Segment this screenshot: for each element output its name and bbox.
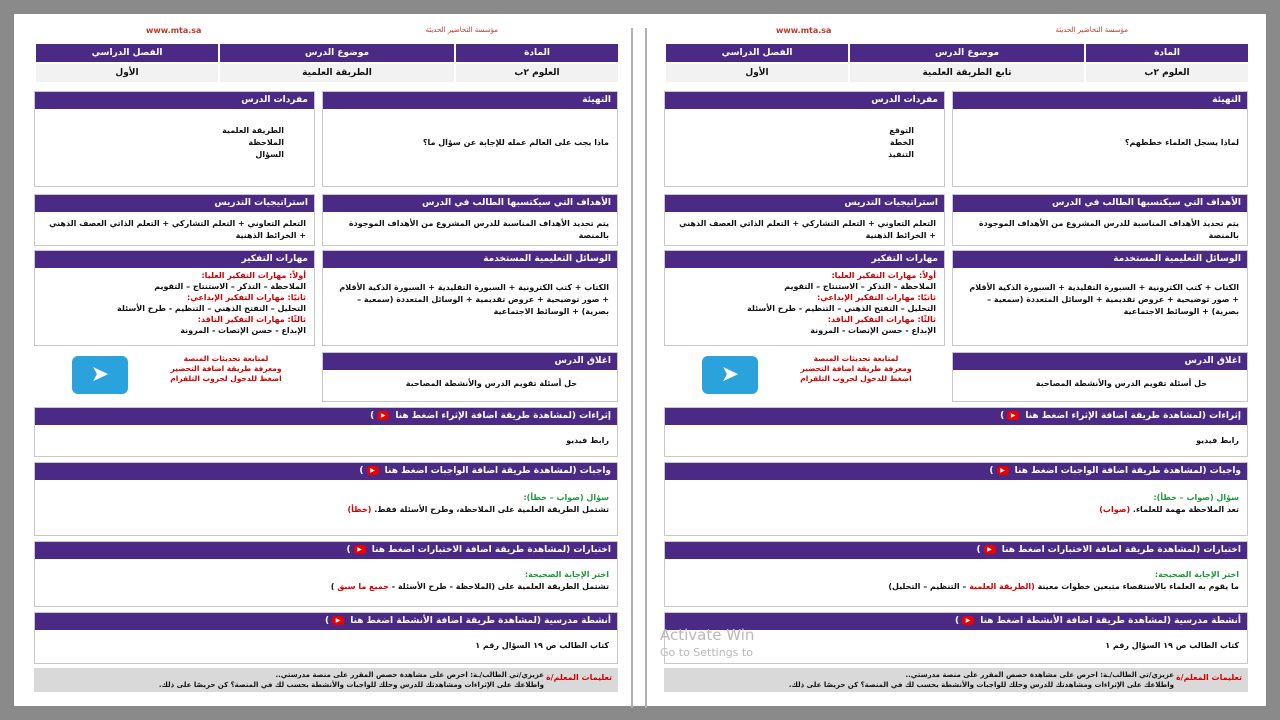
semester-value: الأول bbox=[664, 64, 848, 82]
org-name: مؤسسة التحاضير الحديثة bbox=[425, 26, 498, 34]
thinking-1-text: الملاحظة – التذكر – الاستنتاج – التقويم bbox=[784, 282, 936, 291]
semester-label: الفصل الدراسي bbox=[664, 44, 848, 62]
youtube-icon[interactable]: ▶ bbox=[1007, 411, 1019, 420]
thinking-1-text: الملاحظة – التذكر – الاستنتاج – التقويم bbox=[154, 282, 306, 291]
thinking-2-text: التحليل – التفتح الذهني – التنظيم - طرح الأسئلة bbox=[747, 304, 936, 313]
tamheed-box bbox=[952, 91, 1248, 187]
youtube-icon[interactable]: ▶ bbox=[997, 466, 1009, 475]
enrich-section bbox=[34, 407, 618, 457]
thinking-1-title: أولاً: مهارات التفكير العليا: bbox=[831, 271, 936, 280]
goals-text: يتم تحديد الأهداف المناسبة للدرس المشروع من الأهداف الموجودة بالمنصة bbox=[978, 219, 1239, 240]
topic-value: تابع الطريقة العلمية bbox=[848, 64, 1084, 82]
enrich-text: رابط فيديو bbox=[566, 436, 609, 445]
tests-heading bbox=[665, 542, 1247, 559]
tests-q-label: اختر الإجابة الصحيحة: bbox=[524, 570, 609, 579]
youtube-icon[interactable]: ▶ bbox=[367, 466, 379, 475]
tamheed-heading: التهيئة bbox=[323, 92, 617, 109]
tools-box bbox=[952, 250, 1248, 346]
sheet-top-header bbox=[34, 26, 618, 38]
youtube-icon[interactable]: ▶ bbox=[377, 411, 389, 420]
vocab-item: السؤال bbox=[255, 150, 284, 159]
enrich-section bbox=[664, 407, 1248, 457]
telegram-icon[interactable]: ➤ bbox=[72, 356, 128, 394]
strategies-heading: استراتيجيات التدريس bbox=[665, 195, 944, 212]
thinking-heading: مهارات التفكير bbox=[35, 251, 314, 268]
tests-rest: ) bbox=[330, 582, 335, 591]
closing-box bbox=[952, 352, 1248, 402]
tests-link[interactable]: (لمشاهدة طريقة اضافة الاختبارات اضغط هنا bbox=[371, 545, 571, 555]
activation-watermark-sub: Go to Settings to bbox=[660, 646, 753, 659]
activities-heading bbox=[35, 613, 617, 630]
lesson-sheet-2 bbox=[34, 26, 618, 702]
topic-value: الطريقة العلمية bbox=[218, 64, 454, 82]
strategies-box bbox=[664, 194, 945, 246]
tests-title: اختبارات bbox=[1203, 545, 1241, 555]
teacher-notes-label: تعليمات المعلم/ة bbox=[545, 673, 612, 682]
subject-label: المادة bbox=[454, 44, 618, 62]
footer-line: واطلاعك على الإثراءات ومشاهدتك للدرس وحلك للواجبات والأنشطة بحسب لك في المنصة؟ كن حريصًا على ذلك. bbox=[788, 681, 1174, 689]
subject-value: العلوم ٢ب bbox=[454, 64, 618, 82]
tests-q-label: اختر الإجابة الصحيحة: bbox=[1154, 570, 1239, 579]
thinking-box bbox=[34, 250, 315, 346]
tamheed-text: لماذا يسجل العلماء خططهم؟ bbox=[1124, 138, 1239, 147]
tests-text: تشتمل الطريقة العلمية على (الملاحظة - طرح الأسئلة - bbox=[391, 582, 609, 591]
goals-box bbox=[952, 194, 1248, 246]
close-paren: ) bbox=[359, 466, 364, 476]
enrich-title: إثراءات bbox=[579, 411, 611, 421]
telegram-icon[interactable]: ➤ bbox=[702, 356, 758, 394]
site-url[interactable]: www.mta.sa bbox=[776, 26, 832, 35]
org-name: مؤسسة التحاضير الحديثة bbox=[1055, 26, 1128, 34]
page-spine bbox=[645, 28, 647, 708]
thinking-1-title: أولاً: مهارات التفكير العليا: bbox=[201, 271, 306, 280]
tamheed-box bbox=[322, 91, 618, 187]
enrich-heading bbox=[35, 408, 617, 425]
closing-text: حل أسئلة تقويم الدرس والأنشطة المصاحبة bbox=[405, 379, 577, 388]
close-paren: ) bbox=[989, 466, 994, 476]
site-url[interactable]: www.mta.sa bbox=[146, 26, 202, 35]
vocab-item: الطريقة العلمية bbox=[222, 126, 284, 135]
close-paren: ) bbox=[1000, 411, 1005, 421]
thinking-2-text: التحليل – التفتح الذهني – التنظيم - طرح الأسئلة bbox=[117, 304, 306, 313]
homework-q-label: سؤال (صواب – خطأ): bbox=[1153, 493, 1239, 502]
teacher-notes-footer bbox=[34, 668, 618, 692]
vocab-item: التنفيذ bbox=[888, 150, 914, 159]
goals-heading: الأهداف التي سيكتسبها الطالب في الدرس bbox=[323, 195, 617, 212]
lesson-sheet-1 bbox=[660, 26, 1248, 702]
close-paren: ) bbox=[976, 545, 981, 555]
promo-line: اضغط للدخول لجروب التلقرام bbox=[170, 374, 282, 383]
enrich-link[interactable]: (لمشاهدة طريقة اضافة الإثراء اضغط هنا bbox=[395, 411, 576, 421]
closing-text: حل أسئلة تقويم الدرس والأنشطة المصاحبة bbox=[1035, 379, 1207, 388]
homework-answer: (صواب) bbox=[1099, 505, 1131, 514]
semester-label: الفصل الدراسي bbox=[34, 44, 218, 62]
goals-text: يتم تحديد الأهداف المناسبة للدرس المشروع من الأهداف الموجودة بالمنصة bbox=[348, 219, 609, 240]
topic-label: موضوع الدرس bbox=[848, 44, 1084, 62]
homework-title: واجبات bbox=[1209, 466, 1241, 476]
homework-link[interactable]: (لمشاهدة طريقة اضافة الواجبات اضغط هنا bbox=[1014, 466, 1207, 476]
tools-heading: الوسائل التعليمية المستخدمة bbox=[953, 251, 1247, 268]
footer-line: عزيزي/تي الطالب/ـة: احرص على مشاهدة حصص المقرر على منصة مدرستي.. bbox=[275, 671, 544, 679]
header-values-row bbox=[664, 64, 1248, 82]
header-labels-row bbox=[664, 44, 1248, 62]
thinking-box bbox=[664, 250, 945, 346]
goals-box bbox=[322, 194, 618, 246]
strategies-text: التعلم التعاوني + التعلم التشاركي + التعلم الذاتي العصف الذهني + الخرائط الذهنية bbox=[679, 219, 936, 240]
teacher-notes-label: تعليمات المعلم/ة bbox=[1175, 673, 1242, 682]
header-values-row bbox=[34, 64, 618, 82]
page-spine bbox=[631, 28, 633, 708]
close-paren: ) bbox=[954, 616, 960, 626]
homework-q-label: سؤال (صواب – خطأ): bbox=[523, 493, 609, 502]
header-labels-row bbox=[34, 44, 618, 62]
thinking-3-title: ثالثًا: مهارات التفكير الناقد: bbox=[197, 315, 306, 324]
thinking-2-title: ثانيًا: مهارات التفكير الإبداعي: bbox=[817, 293, 936, 302]
tools-text: الكتاب + كتب الكترونية + السبورة التقليدية + السبورة الذكية الأقلام + صور توضيحية + عروض تقديمية + الوسائل المتعددة (سمعية – بصرية) + الوسائط الاجتماعية bbox=[339, 283, 609, 316]
vocab-item: الخطة bbox=[889, 138, 914, 147]
tests-section bbox=[664, 541, 1248, 607]
activities-link[interactable]: (لمشاهدة طريقة اضافة الأنشطة اضغط هنا bbox=[350, 616, 541, 626]
tests-title: اختبارات bbox=[573, 545, 611, 555]
slide-frame bbox=[14, 14, 1266, 706]
telegram-promo[interactable] bbox=[156, 354, 296, 384]
semester-value: الأول bbox=[34, 64, 218, 82]
closing-heading: اغلاق الدرس bbox=[323, 353, 617, 370]
strategies-heading: استراتيجيات التدريس bbox=[35, 195, 314, 212]
activities-link[interactable]: (لمشاهدة طريقة اضافة الأنشطة اضغط هنا bbox=[980, 616, 1171, 626]
homework-text: تعد الملاحظة مهمة للعلماء. bbox=[1132, 505, 1239, 514]
tests-answer: جميع ما سبق bbox=[337, 582, 389, 591]
thinking-3-title: ثالثًا: مهارات التفكير الناقد: bbox=[827, 315, 936, 324]
promo-line: ومعرفة طريقة اضافة التحضير bbox=[170, 364, 282, 373]
subject-label: المادة bbox=[1084, 44, 1248, 62]
tamheed-text: ماذا يجب على العالم عمله للإجابة عن سؤال ما؟ bbox=[422, 138, 609, 147]
teacher-notes-footer bbox=[664, 668, 1248, 692]
activities-section bbox=[34, 612, 618, 664]
vocab-box bbox=[34, 91, 315, 187]
subject-value: العلوم ٢ب bbox=[1084, 64, 1248, 82]
tests-link[interactable]: (لمشاهدة طريقة اضافة الاختبارات اضغط هنا bbox=[1001, 545, 1201, 555]
topic-label: موضوع الدرس bbox=[218, 44, 454, 62]
tests-answer: (الطريقة العلمية bbox=[969, 582, 1035, 591]
vocab-item: الملاحظة bbox=[248, 138, 284, 147]
vocab-box bbox=[664, 91, 945, 187]
closing-box bbox=[322, 352, 618, 402]
enrich-link[interactable]: (لمشاهدة طريقة اضافة الإثراء اضغط هنا bbox=[1025, 411, 1206, 421]
closing-heading: اغلاق الدرس bbox=[953, 353, 1247, 370]
promo-line: اضغط للدخول لجروب التلقرام bbox=[800, 374, 912, 383]
promo-line: لمتابعة تحديثات المنصة bbox=[813, 354, 899, 363]
homework-section bbox=[664, 462, 1248, 536]
close-paren: ) bbox=[324, 616, 330, 626]
youtube-icon[interactable]: ▶ bbox=[962, 616, 974, 625]
thinking-2-title: ثانيًا: مهارات التفكير الإبداعي: bbox=[187, 293, 306, 302]
homework-link[interactable]: (لمشاهدة طريقة اضافة الواجبات اضغط هنا bbox=[384, 466, 577, 476]
close-paren: ) bbox=[346, 545, 351, 555]
homework-text: تشتمل الطريقة العلمية على الملاحظة، وطرح الأسئلة فقط. bbox=[374, 505, 609, 514]
tools-box bbox=[322, 250, 618, 346]
thinking-3-text: الإبداع - حسن الإنصات - المرونة bbox=[180, 326, 306, 335]
homework-answer: (خطأ) bbox=[347, 505, 372, 514]
homework-heading bbox=[35, 463, 617, 480]
thinking-3-text: الإبداع - حسن الإنصات - المرونة bbox=[810, 326, 936, 335]
tools-heading: الوسائل التعليمية المستخدمة bbox=[323, 251, 617, 268]
enrich-heading bbox=[665, 408, 1247, 425]
strategies-text: التعلم التعاوني + التعلم التشاركي + التعلم الذاتي العصف الذهني + الخرائط الذهنية bbox=[49, 219, 306, 240]
goals-heading: الأهداف التي سيكتسبها الطالب في الدرس bbox=[953, 195, 1247, 212]
enrich-title: إثراءات bbox=[1209, 411, 1241, 421]
activities-text: كتاب الطالب ص ١٩ السؤال رقم ١ bbox=[1105, 641, 1239, 650]
vocab-heading: مفردات الدرس bbox=[665, 92, 944, 109]
youtube-icon[interactable]: ▶ bbox=[984, 545, 996, 554]
promo-line: لمتابعة تحديثات المنصة bbox=[183, 354, 269, 363]
close-paren: ) bbox=[370, 411, 375, 421]
thinking-heading: مهارات التفكير bbox=[665, 251, 944, 268]
vocab-item: التوقع bbox=[889, 126, 914, 135]
homework-section bbox=[34, 462, 618, 536]
promo-line: ومعرفة طريقة اضافة التحضير bbox=[800, 364, 912, 373]
sheet-top-header bbox=[664, 26, 1248, 38]
tests-section bbox=[34, 541, 618, 607]
homework-heading bbox=[665, 463, 1247, 480]
tests-text: ما يقوم به العلماء بالاستقصاء متبعين خطوات معينة bbox=[1037, 582, 1239, 591]
youtube-icon[interactable]: ▶ bbox=[354, 545, 366, 554]
activities-title: أنشطة مدرسية bbox=[544, 616, 611, 626]
tamheed-heading: التهيئة bbox=[953, 92, 1247, 109]
tests-heading bbox=[35, 542, 617, 559]
homework-title: واجبات bbox=[579, 466, 611, 476]
activities-title: أنشطة مدرسية bbox=[1174, 616, 1241, 626]
activities-text: كتاب الطالب ص ١٩ السؤال رقم ١ bbox=[475, 641, 609, 650]
footer-line: عزيزي/تي الطالب/ـة: احرص على مشاهدة حصص المقرر على منصة مدرستي.. bbox=[905, 671, 1174, 679]
enrich-text: رابط فيديو bbox=[1196, 436, 1239, 445]
youtube-icon[interactable]: ▶ bbox=[332, 616, 344, 625]
activation-watermark: Activate Win bbox=[660, 626, 755, 644]
telegram-promo[interactable] bbox=[786, 354, 926, 384]
footer-line: واطلاعك على الإثراءات ومشاهدتك للدرس وحلك للواجبات والأنشطة بحسب لك في المنصة؟ كن حريصًا على ذلك. bbox=[158, 681, 544, 689]
strategies-box bbox=[34, 194, 315, 246]
tests-rest: – التنظيم – التحليل) bbox=[888, 582, 967, 591]
vocab-heading: مفردات الدرس bbox=[35, 92, 314, 109]
tools-text: الكتاب + كتب الكترونية + السبورة التقليدية + السبورة الذكية الأقلام + صور توضيحية + عروض تقديمية + الوسائل المتعددة (سمعية – بصرية) + الوسائط الاجتماعية bbox=[969, 283, 1239, 316]
